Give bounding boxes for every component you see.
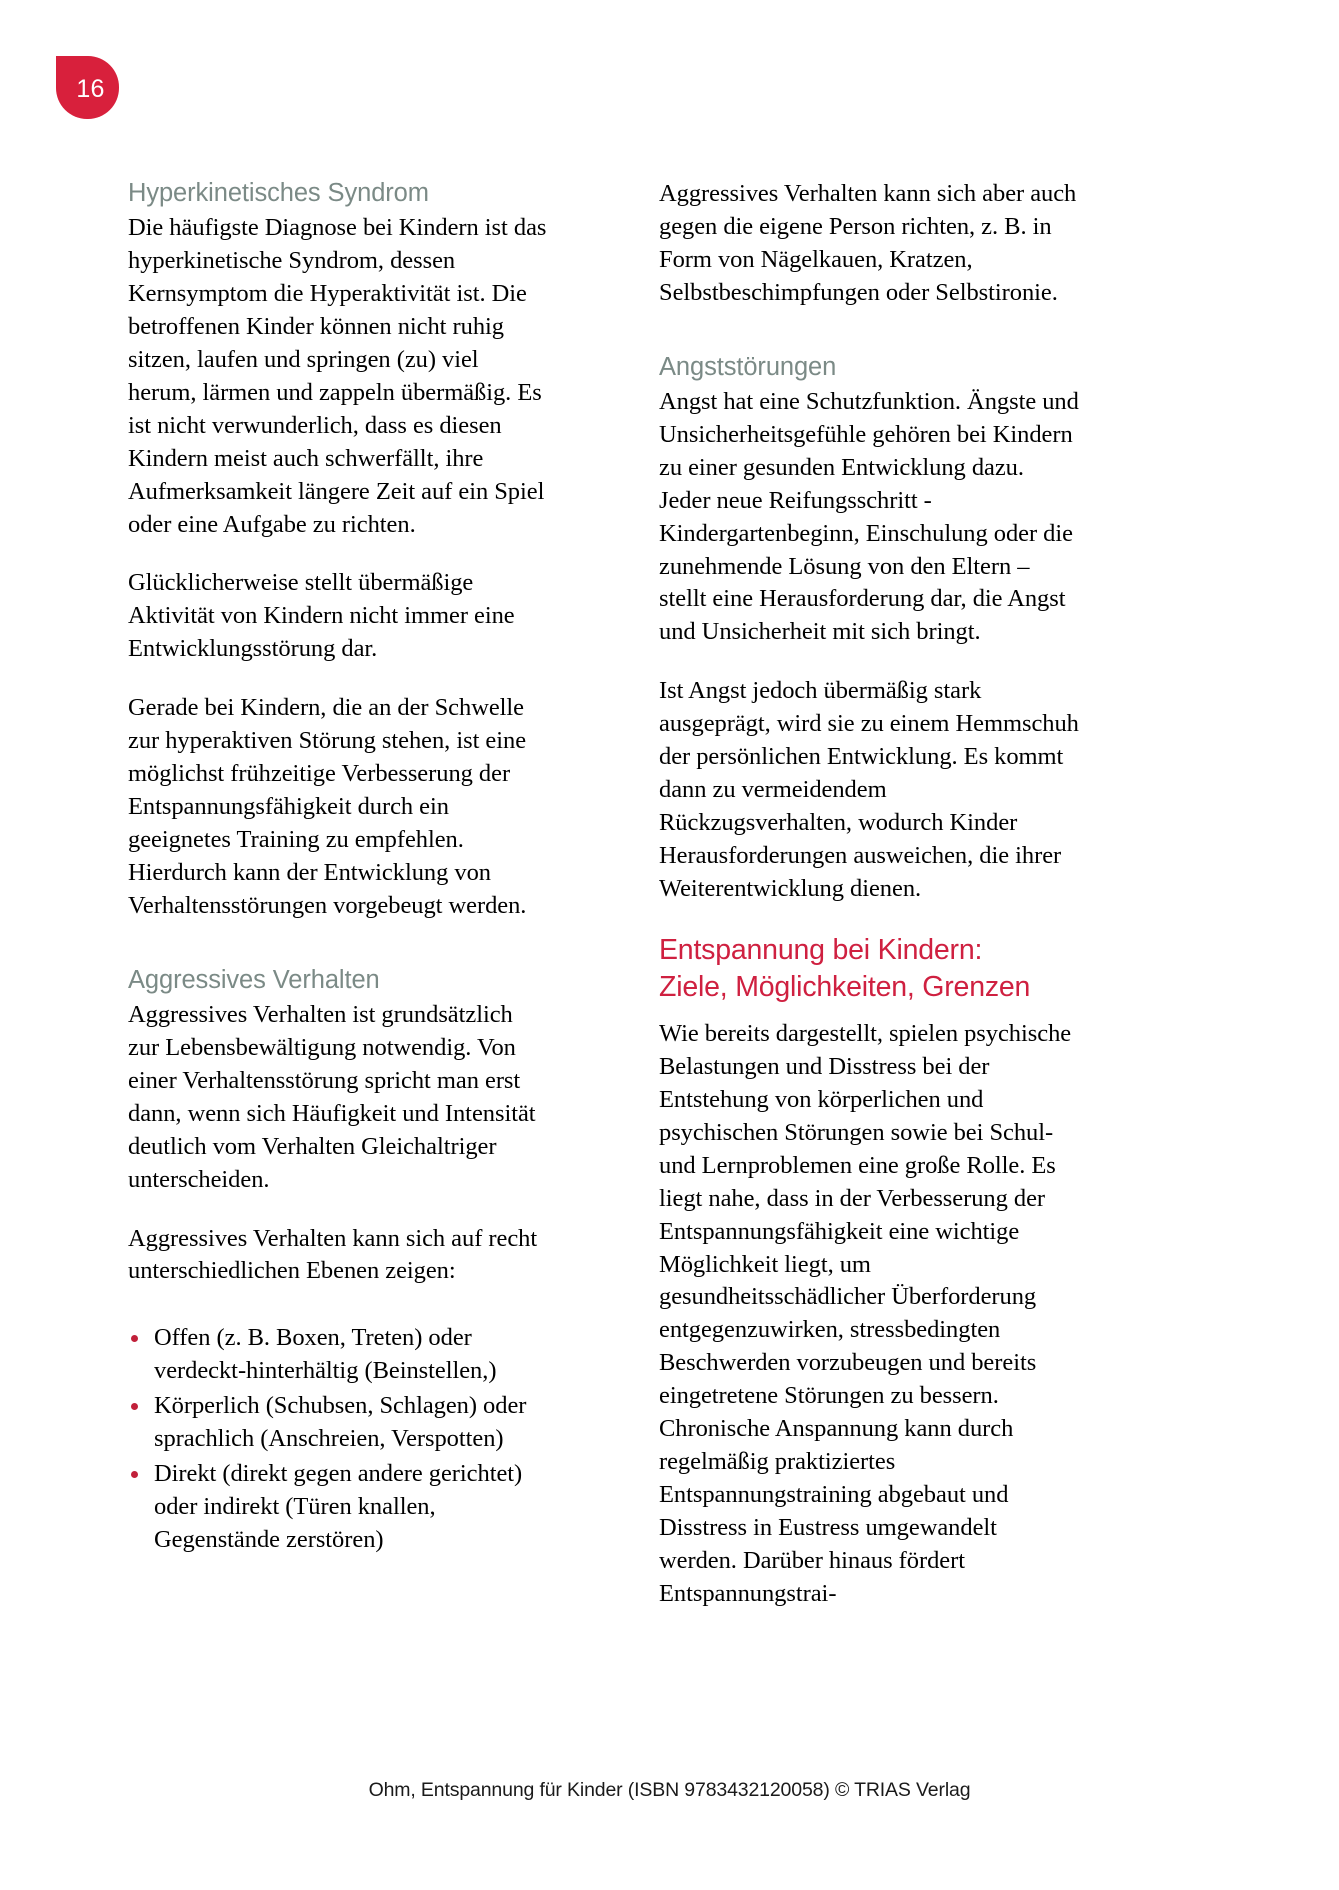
paragraph-hyperkinetisches-2: Glücklicherweise stellt übermäßige Aktivität von Kindern nicht immer eine Entwicklungsstörung dar.: [128, 569, 515, 663]
list-item: [128, 1458, 548, 1557]
aggression-levels-list: [128, 1322, 548, 1557]
page-columns: [128, 178, 1212, 1611]
list-item: [128, 1390, 548, 1456]
bullet-dot-icon: [131, 1335, 138, 1342]
section-heading-line-2: Ziele, Möglichkeiten, Grenzen: [659, 970, 1031, 1003]
bullet-dot-icon: [131, 1471, 138, 1478]
section-heading-aggressives-verhalten: Aggressives Verhalten: [128, 965, 380, 994]
list-item-label: Offen (z. B. Boxen, Treten) oder verdeckt-hinterhältig (Beinstellen,): [154, 1324, 497, 1385]
list-item-label: Körperlich (Schubsen, Schlagen) oder sprachlich (Anschreien, Verspotten): [154, 1392, 527, 1453]
section-heading-line-1: Entspannung bei Kindern:: [659, 933, 983, 966]
paragraph-entspannung-1: Wie bereits dargestellt, spielen psychische Belastungen und Disstress bei der Entstehung von körperlichen und psychischen Störungen sowie bei Schul- und Lernproblemen eine große Rolle. Es liegt nahe, dass in der Verbesserung der Entspannungsfähigkeit eine wichtige Möglichkeit liegt, um gesundheitsschädlicher Überforderung entgegenzuwirken, stressbedingten Beschwerden vorzubeugen und bereits eingetretene Störungen zu bessern. Chronische Anspannung kann durch regelmäßig praktiziertes Entspannungstraining abgebaut und Disstress in Eustress umgewandelt werden. Darüber hinaus fördert Entspannungstrai-: [659, 1019, 1072, 1607]
paragraph-hyperkinetisches-3: Gerade bei Kindern, die an der Schwelle zur hyperaktiven Störung stehen, ist eine möglichst frühzeitige Verbesserung der Entspannungsfähigkeit durch ein geeignetes Training zu empfehlen. Hierdurch kann der Entwicklung von Verhaltensstörungen vorgebeugt werden.: [128, 694, 527, 919]
page-number-badge: [56, 56, 119, 119]
paragraph-hyperkinetisches-1: Die häufigste Diagnose bei Kindern ist das hyperkinetische Syndrom, dessen Kernsymptom die Hyperaktivität ist. Die betroffenen Kinder können nicht ruhig sitzen, laufen und springen (zu) viel herum, lärmen und zappeln übermäßig. Es ist nicht verwunderlich, dass es diesen Kindern meist auch schwerfällt, ihre Aufmerksamkeit längere Zeit auf ein Spiel oder eine Aufgabe zu richten.: [128, 214, 547, 538]
list-item: [128, 1322, 548, 1388]
section-heading-angststoerungen: Angststörungen: [659, 352, 837, 381]
page-footer-copyright: Ohm, Entspannung für Kinder (ISBN 9783432120058) © TRIAS Verlag: [368, 1779, 971, 1801]
list-item-label: Direkt (direkt gegen andere gerichtet) oder indirekt (Türen knallen, Gegenstände zerstören): [154, 1460, 523, 1554]
paragraph-aggressives-continued: Aggressives Verhalten kann sich aber auch gegen die eigene Person richten, z. B. in Form von Nägelkauen, Kratzen, Selbstbeschimpfungen oder Selbstironie.: [659, 180, 1077, 306]
paragraph-aggressives-2: Aggressives Verhalten kann sich auf recht unterschiedlichen Ebenen zeigen:: [128, 1224, 538, 1285]
paragraph-aggressives-1: Aggressives Verhalten ist grundsätzlich zur Lebensbewältigung notwendig. Von einer Verhaltensstörung spricht man erst dann, wenn sich Häufigkeit und Intensität deutlich vom Verhalten Gleichaltriger unterscheiden.: [128, 1000, 536, 1193]
paragraph-angst-2: Ist Angst jedoch übermäßig stark ausgeprägt, wird sie zu einem Hemmschuh der persönlichen Entwicklung. Es kommt dann zu vermeidendem Rückzugsverhalten, wodurch Kinder Herausforderungen ausweichen, die ihrer Weiterentwicklung dienen.: [659, 677, 1079, 902]
section-heading-entspannung-bei-kindern: [659, 932, 1079, 1006]
page-number-label: 16: [76, 75, 105, 103]
right-column: [659, 178, 1079, 1611]
left-column: [128, 178, 548, 1611]
paragraph-angst-1: Angst hat eine Schutzfunktion. Ängste und Unsicherheitsgefühle gehören bei Kindern zu einer gesunden Entwicklung dazu. Jeder neue Reifungsschritt - Kindergartenbeginn, Einschulung oder die zunehmende Lösung von den Eltern – stellt eine Herausforderung dar, die Angst und Unsicherheit mit sich bringt.: [659, 387, 1079, 646]
section-heading-hyperkinetisches-syndrom: Hyperkinetisches Syndrom: [128, 179, 429, 207]
bullet-dot-icon: [131, 1403, 138, 1410]
